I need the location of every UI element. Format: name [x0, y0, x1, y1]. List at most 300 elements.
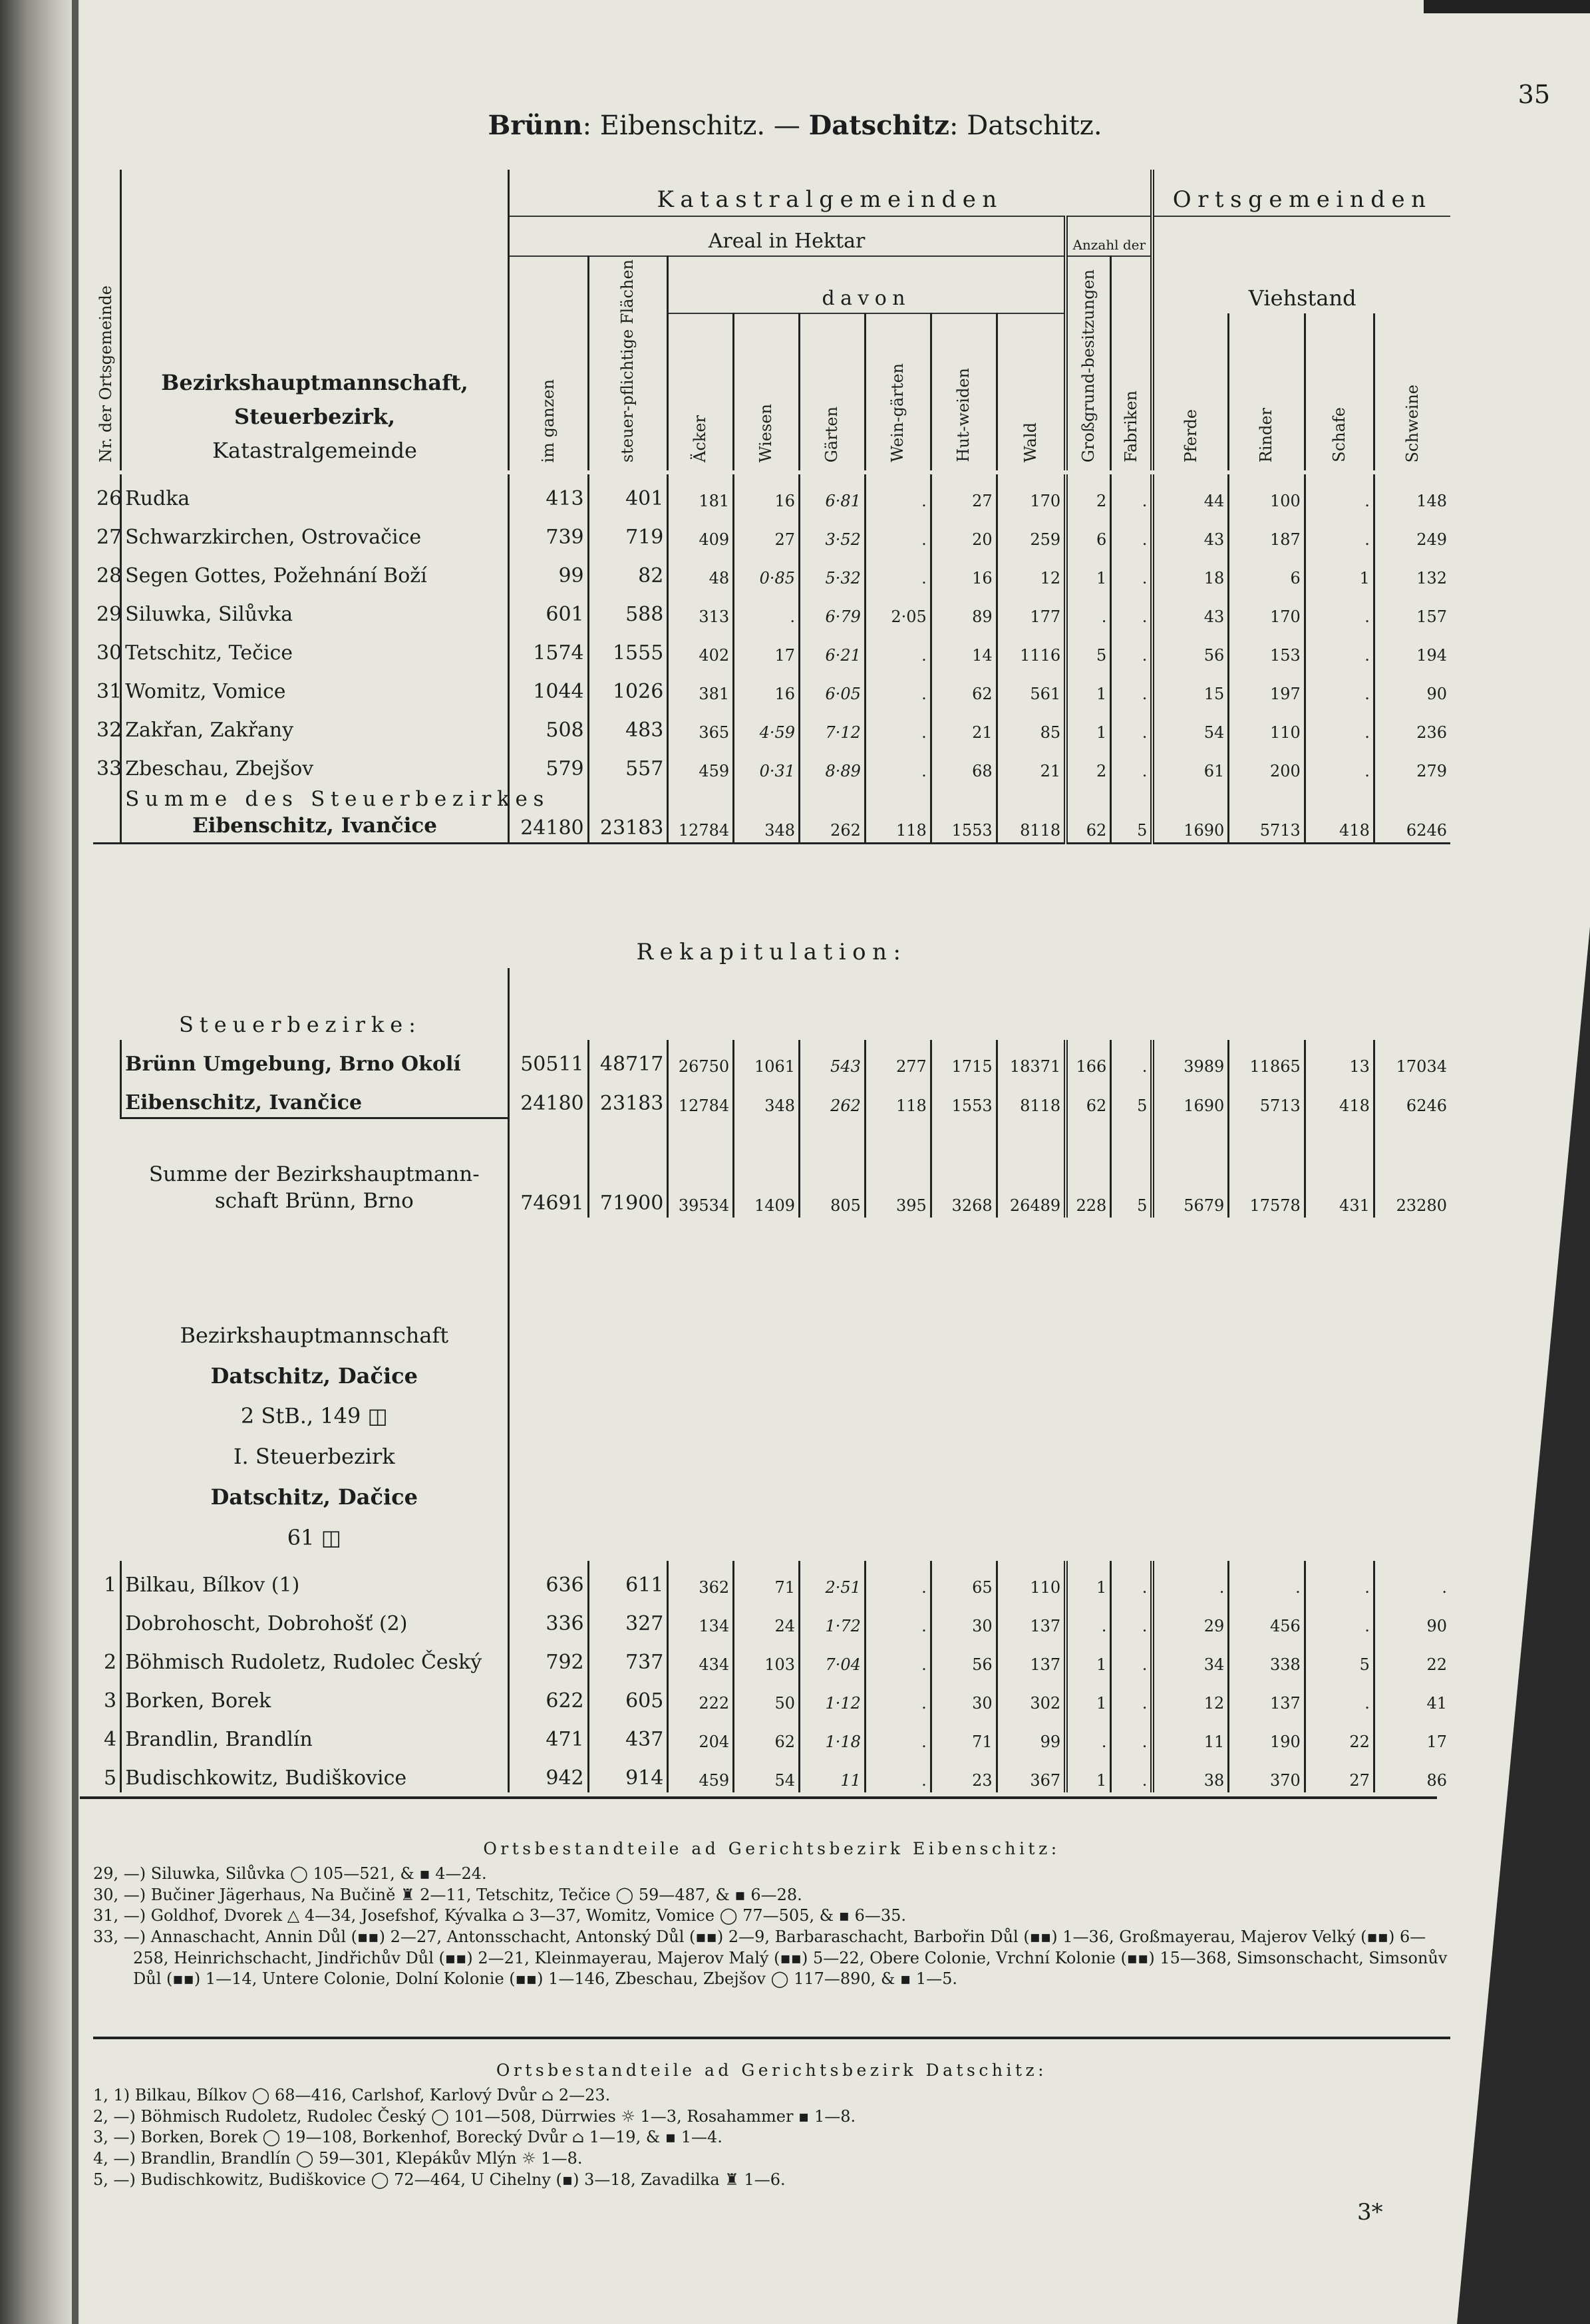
cell-pferde: 15	[1152, 667, 1228, 706]
viehstand-header: Viehstand	[1152, 216, 1450, 313]
rekap-title: Rekapitulation:	[636, 938, 907, 965]
row-nr: 28	[96, 564, 122, 588]
cell-rinder: 197	[1229, 667, 1305, 706]
schweine-header: Schweine	[1374, 313, 1450, 470]
cell-wiesen: 103	[734, 1638, 800, 1677]
cell-aecker: 181	[668, 474, 734, 513]
cell-steuer: 327	[588, 1599, 668, 1638]
datschitz-l5: Datschitz, Dačice	[210, 1484, 418, 1510]
cell-ganzen: 579	[508, 745, 588, 783]
cell-rinder: 170	[1229, 590, 1305, 629]
note-line: 1, 1) Bilkau, Bílkov ◯ 68—416, Carlshof, Karlový Dvůr ⌂ 2—23.	[93, 2086, 611, 2105]
cell-schweine: 194	[1374, 629, 1450, 667]
cell-schafe: .	[1305, 513, 1374, 552]
note-line: 4, —) Brandlin, Brandlín ◯ 59—301, Klepákův Mlýn ☼ 1—8.	[93, 2149, 583, 2168]
row-name: Womitz, Vomice	[121, 667, 509, 706]
cell-fabr: .	[1111, 629, 1153, 667]
pferde-header: Pferde	[1152, 313, 1228, 470]
cell-rinder: 190	[1229, 1715, 1305, 1754]
cell-wald: 110	[997, 1561, 1066, 1599]
cell-wein: .	[865, 667, 931, 706]
cell-pferde: 29	[1152, 1599, 1228, 1638]
cell-wiesen: 17	[734, 629, 800, 667]
cell-steuer: 401	[588, 474, 668, 513]
row-name: Zbeschau, Zbejšov	[121, 745, 509, 783]
cell-gross: 2	[1066, 474, 1111, 513]
cell-aecker: 402	[668, 629, 734, 667]
cell-gaerten: 8·89	[800, 745, 866, 783]
cell-gross: .	[1066, 1599, 1111, 1638]
cell-schweine: 90	[1374, 1599, 1450, 1638]
cell-rinder: 5713	[1229, 1079, 1305, 1118]
rekap-row	[93, 1079, 1450, 1118]
cell-gaerten: 7·04	[800, 1638, 866, 1677]
cell-wald: 302	[997, 1677, 1066, 1715]
cell-steuer: 737	[588, 1638, 668, 1677]
cell-schafe: .	[1305, 706, 1374, 745]
cell-hut: 1553	[931, 1079, 997, 1118]
summe-eib-aecker: 12784	[668, 783, 734, 843]
total-wein: 395	[865, 1118, 931, 1218]
cell-aecker: 459	[668, 1754, 734, 1792]
cell-gross: 2	[1066, 745, 1111, 783]
gaerten-header: Gärten	[800, 313, 866, 470]
cell-schafe: .	[1305, 590, 1374, 629]
cell-fabr: .	[1111, 667, 1153, 706]
cell-pferde: 56	[1152, 629, 1228, 667]
cell-gaerten: 6·81	[800, 474, 866, 513]
cell-gaerten: 6·05	[800, 667, 866, 706]
row-nr: 32	[96, 719, 122, 743]
table-row	[93, 629, 1450, 667]
rekap-summe-row	[93, 1118, 1450, 1218]
header-right-bold: Datschitz	[808, 110, 950, 141]
cell-gross: 166	[1066, 1040, 1111, 1079]
cell-hut: 14	[931, 629, 997, 667]
table-row	[93, 1677, 1450, 1715]
cell-hut: 30	[931, 1599, 997, 1638]
summe-eib-schweine: 6246	[1374, 783, 1450, 843]
cell-steuer: 23183	[588, 1079, 668, 1118]
row-name: Siluwka, Silůvka	[121, 590, 509, 629]
weingaerten-header: Wein-gärten	[865, 313, 931, 470]
table-row	[93, 706, 1450, 745]
cell-pferde: 12	[1152, 1677, 1228, 1715]
hutweiden-header: Hut-weiden	[931, 313, 997, 470]
cell-schweine: .	[1374, 1561, 1450, 1599]
anzahl-header: Anzahl der	[1066, 216, 1152, 256]
cell-ganzen: 942	[508, 1754, 588, 1792]
total-schafe: 431	[1305, 1118, 1374, 1218]
cell-steuer: 914	[588, 1754, 668, 1792]
cell-wein: .	[865, 552, 931, 590]
cell-fabr: .	[1111, 1754, 1153, 1792]
cell-fabr: .	[1111, 1677, 1153, 1715]
cell-gross: 6	[1066, 513, 1111, 552]
cell-aecker: 365	[668, 706, 734, 745]
cell-steuer: 483	[588, 706, 668, 745]
cell-wiesen: 62	[734, 1715, 800, 1754]
total-gross: 228	[1066, 1118, 1111, 1218]
page-signature: 3*	[1357, 2199, 1383, 2226]
row-nr: 31	[96, 680, 122, 704]
cell-ganzen: 739	[508, 513, 588, 552]
note-line: 31, —) Goldhof, Dvorek △ 4—34, Josefshof, Kývalka ⌂ 3—37, Womitz, Vomice ◯ 77—505, & ▪ 6—35.	[93, 1906, 907, 1925]
row-nr: 1	[104, 1573, 117, 1597]
wiesen-header: Wiesen	[734, 313, 800, 470]
cell-gaerten: 3·52	[800, 513, 866, 552]
cell-schweine: 157	[1374, 590, 1450, 629]
header-left-bold: Brünn	[488, 110, 583, 141]
row-nr: 26	[96, 487, 122, 511]
cell-rinder: 153	[1229, 629, 1305, 667]
cell-schweine: 132	[1374, 552, 1450, 590]
cell-hut: 62	[931, 667, 997, 706]
cell-gross: 1	[1066, 1754, 1111, 1792]
note-line: 2, —) Böhmisch Rudoletz, Rudolec Český ◯ 101—508, Dürrwies ☼ 1—3, Rosahammer ▪ 1—8.	[93, 2106, 856, 2126]
aecker-header: Äcker	[668, 313, 734, 470]
cell-wein: 277	[865, 1040, 931, 1079]
cell-rinder: 200	[1229, 745, 1305, 783]
cell-wiesen: 16	[734, 474, 800, 513]
row-name: Brünn Umgebung, Brno Okolí	[121, 1040, 509, 1079]
table-row	[93, 552, 1450, 590]
cell-wiesen: 71	[734, 1561, 800, 1599]
row-name: Dobrohoscht, Dobrohošť (2)	[121, 1599, 509, 1638]
cell-schweine: 236	[1374, 706, 1450, 745]
summe-eib-label2: Eibenschitz, Ivančice	[192, 814, 437, 838]
cell-steuer: 1555	[588, 629, 668, 667]
row-nr: 5	[104, 1766, 117, 1790]
cell-hut: 65	[931, 1561, 997, 1599]
rinder-header: Rinder	[1229, 313, 1305, 470]
summe-eib-wald: 8118	[997, 783, 1066, 843]
row-name: Bilkau, Bílkov (1)	[121, 1561, 509, 1599]
cell-schweine: 41	[1374, 1677, 1450, 1715]
table-row	[93, 513, 1450, 552]
header-right-rest: : Datschitz.	[949, 110, 1102, 141]
cell-pferde: 44	[1152, 474, 1228, 513]
cell-gaerten: 11	[800, 1754, 866, 1792]
cell-wald: 18371	[997, 1040, 1066, 1079]
cell-schafe: 418	[1305, 1079, 1374, 1118]
cell-pferde: 11	[1152, 1715, 1228, 1754]
cell-gaerten: 1·18	[800, 1715, 866, 1754]
cell-fabr: .	[1111, 1638, 1153, 1677]
cell-pferde: 3989	[1152, 1040, 1228, 1079]
cell-fabr: .	[1111, 1715, 1153, 1754]
row-name: Borken, Borek	[121, 1677, 509, 1715]
cell-pferde: 61	[1152, 745, 1228, 783]
summe-eib-fabr: 5	[1111, 783, 1153, 843]
total-hut: 3268	[931, 1118, 997, 1218]
total-wiesen: 1409	[734, 1118, 800, 1218]
total-schweine: 23280	[1374, 1118, 1450, 1218]
table-row	[93, 474, 1450, 513]
total-gaerten: 805	[800, 1118, 866, 1218]
cell-wein: .	[865, 1715, 931, 1754]
cell-fabr: .	[1111, 1599, 1153, 1638]
total-fabr: 5	[1111, 1118, 1153, 1218]
cell-schweine: 6246	[1374, 1079, 1450, 1118]
cell-steuer: 1026	[588, 667, 668, 706]
cell-schafe: .	[1305, 474, 1374, 513]
table-row	[93, 667, 1450, 706]
cell-wiesen: 50	[734, 1677, 800, 1715]
note-line: 29, —) Siluwka, Silůvka ◯ 105—521, & ▪ 4—24.	[93, 1864, 487, 1883]
row-nr: 3	[104, 1689, 117, 1713]
cell-aecker: 26750	[668, 1040, 734, 1079]
cell-wein: .	[865, 1599, 931, 1638]
cell-hut: 1715	[931, 1040, 997, 1079]
orts-header: Ortsgemeinden	[1152, 170, 1450, 216]
cell-wiesen: 348	[734, 1079, 800, 1118]
cell-ganzen: 601	[508, 590, 588, 629]
cell-aecker: 362	[668, 1561, 734, 1599]
cell-schweine: 17034	[1374, 1040, 1450, 1079]
cell-aecker: 204	[668, 1715, 734, 1754]
table-row	[93, 1561, 1450, 1599]
cell-wein: .	[865, 745, 931, 783]
row-nr: 33	[96, 757, 122, 781]
summe-eib-steuer: 23183	[588, 783, 668, 843]
areal-header: Areal in Hektar	[508, 216, 1066, 256]
cell-rinder: 100	[1229, 474, 1305, 513]
cell-rinder: 110	[1229, 706, 1305, 745]
rekap-summe-label2: schaft Brünn, Brno	[214, 1189, 414, 1214]
cell-schafe: .	[1305, 1561, 1374, 1599]
fabriken-header: Fabriken	[1111, 256, 1153, 470]
cell-gaerten: 1·12	[800, 1677, 866, 1715]
page-number: 35	[1517, 80, 1550, 109]
cell-schweine: 249	[1374, 513, 1450, 552]
row-nr: 4	[104, 1727, 117, 1751]
cell-hut: 21	[931, 706, 997, 745]
datschitz-l6: 61 ◫	[287, 1524, 341, 1550]
cell-fabr: .	[1111, 1561, 1153, 1599]
datschitz-l3: 2 StB., 149 ◫	[240, 1403, 388, 1429]
cell-steuer: 719	[588, 513, 668, 552]
cell-gaerten: 5·32	[800, 552, 866, 590]
nr-header: Nr. der Ortsgemeinde	[96, 285, 116, 463]
cell-hut: 89	[931, 590, 997, 629]
cell-ganzen: 1574	[508, 629, 588, 667]
table-row	[93, 1715, 1450, 1754]
cell-ganzen: 336	[508, 1599, 588, 1638]
table-row	[93, 745, 1450, 783]
cell-steuer: 437	[588, 1715, 668, 1754]
cell-pferde: .	[1152, 1561, 1228, 1599]
summe-eib-gross: 62	[1066, 783, 1111, 843]
cell-wald: 12	[997, 552, 1066, 590]
table-row	[93, 590, 1450, 629]
note-line: 30, —) Bučiner Jägerhaus, Na Bučině ♜ 2—11, Tetschitz, Tečice ◯ 59—487, & ▪ 6—28.	[93, 1885, 802, 1904]
cell-gross: 62	[1066, 1079, 1111, 1118]
row-name: Segen Gottes, Požehnání Boží	[121, 552, 509, 590]
cell-ganzen: 99	[508, 552, 588, 590]
datschitz-l1: Bezirkshauptmannschaft	[180, 1322, 449, 1348]
cell-wein: 118	[865, 1079, 931, 1118]
cell-pferde: 43	[1152, 590, 1228, 629]
cell-gross: 1	[1066, 667, 1111, 706]
note-line: 33, —) Annaschacht, Annin Důl (▪▪) 2—27, Antonsschacht, Antonský Důl (▪▪) 2—9, Barbaraschacht, Barbořin Důl (▪▪) 1—36, Großmayerau, Majerov Velký (▪▪) 6—258, Heinrichschacht, Jindřichův Důl (▪▪) 2—21, Kleinmayerau, Majerov Malý (▪▪) 5—22, Obere Colonie, Vrchní Kolonie (▪▪) 15—368, Simsonschacht, Simsonův Důl (▪▪) 1—14, Untere Colonie, Dolní Kolonie (▪▪) 1—146, Zbeschau, Zbejšov ◯ 117—890, & ▪ 1—5.	[93, 1927, 1448, 1989]
cell-gross: 5	[1066, 629, 1111, 667]
cell-schweine: 17	[1374, 1715, 1450, 1754]
cell-gaerten: 7·12	[800, 706, 866, 745]
cell-pferde: 43	[1152, 513, 1228, 552]
row-name: Budischkowitz, Budiškovice	[121, 1754, 509, 1792]
steuer-header: steuer-pflichtige Flächen	[588, 256, 668, 470]
cell-steuer: 611	[588, 1561, 668, 1599]
cell-aecker: 381	[668, 667, 734, 706]
cell-ganzen: 1044	[508, 667, 588, 706]
cell-hut: 16	[931, 552, 997, 590]
cell-schafe: 1	[1305, 552, 1374, 590]
cell-schafe: 13	[1305, 1040, 1374, 1079]
cell-gross: 1	[1066, 1638, 1111, 1677]
schafe-header: Schafe	[1305, 313, 1374, 470]
summe-eib-row	[93, 783, 1450, 843]
datschitz-l4: I. Steuerbezirk	[233, 1444, 395, 1470]
cell-wald: 561	[997, 667, 1066, 706]
cell-schafe: .	[1305, 1599, 1374, 1638]
cell-wein: .	[865, 1638, 931, 1677]
notes-eib-title: Ortsbestandteile ad Gerichtsbezirk Eibenschitz:	[483, 1839, 1060, 1858]
rekap-row	[93, 1040, 1450, 1079]
cell-fabr: .	[1111, 474, 1153, 513]
cell-aecker: 134	[668, 1599, 734, 1638]
cell-ganzen: 622	[508, 1677, 588, 1715]
cell-hut: 68	[931, 745, 997, 783]
cell-wiesen: 27	[734, 513, 800, 552]
row-name: Schwarzkirchen, Ostrovačice	[121, 513, 509, 552]
cell-gaerten: 2·51	[800, 1561, 866, 1599]
cell-aecker: 434	[668, 1638, 734, 1677]
cell-ganzen: 24180	[508, 1079, 588, 1118]
statistics-table	[93, 170, 1450, 1792]
summe-eib-label1: Summe des Steuerbezirkes	[125, 787, 550, 812]
cell-wald: 367	[997, 1754, 1066, 1792]
cell-wiesen: 1061	[734, 1040, 800, 1079]
katastral-header: Katastralgemeinden	[508, 170, 1152, 216]
cell-wiesen: 54	[734, 1754, 800, 1792]
row-nr	[93, 1599, 121, 1638]
summe-eib-hut: 1553	[931, 783, 997, 843]
cell-rinder: 456	[1229, 1599, 1305, 1638]
cell-wiesen: 0·31	[734, 745, 800, 783]
cell-schweine: 86	[1374, 1754, 1450, 1792]
summe-eib-pferde: 1690	[1152, 783, 1228, 843]
cell-gaerten: 6·79	[800, 590, 866, 629]
cell-aecker: 222	[668, 1677, 734, 1715]
cell-aecker: 12784	[668, 1079, 734, 1118]
total-ganzen: 74691	[508, 1118, 588, 1218]
cell-ganzen: 50511	[508, 1040, 588, 1079]
cell-wald: 177	[997, 590, 1066, 629]
cell-aecker: 313	[668, 590, 734, 629]
cell-schweine: 279	[1374, 745, 1450, 783]
cell-fabr: .	[1111, 745, 1153, 783]
cell-hut: 23	[931, 1754, 997, 1792]
total-pferde: 5679	[1152, 1118, 1228, 1218]
cell-rinder: 6	[1229, 552, 1305, 590]
notes-rule-top	[80, 1796, 1437, 1799]
summe-eib-ganzen: 24180	[508, 783, 588, 843]
summe-eib-wein: 118	[865, 783, 931, 843]
cell-hut: 27	[931, 474, 997, 513]
binding-edge	[72, 0, 79, 2324]
summe-eib-schafe: 418	[1305, 783, 1374, 843]
header-left-rest: : Eibenschitz. —	[582, 110, 809, 141]
cell-steuer: 557	[588, 745, 668, 783]
row-name: Rudka	[121, 474, 509, 513]
table-row	[93, 1638, 1450, 1677]
row-name: Böhmisch Rudoletz, Rudolec Český	[121, 1638, 509, 1677]
cell-schafe: 27	[1305, 1754, 1374, 1792]
cell-wein: .	[865, 629, 931, 667]
table-row	[93, 1599, 1450, 1638]
row-name: Eibenschitz, Ivančice	[121, 1079, 509, 1118]
scan-edge-top	[1424, 0, 1590, 13]
row-name: Tetschitz, Tečice	[121, 629, 509, 667]
cell-wald: 170	[997, 474, 1066, 513]
total-rinder: 17578	[1229, 1118, 1305, 1218]
row-nr: 27	[96, 526, 122, 550]
cell-steuer: 82	[588, 552, 668, 590]
notes-dat-title: Ortsbestandteile ad Gerichtsbezirk Datschitz:	[496, 2061, 1048, 2080]
cell-gaerten: 6·21	[800, 629, 866, 667]
cell-wald: 21	[997, 745, 1066, 783]
cell-steuer: 588	[588, 590, 668, 629]
cell-schweine: 90	[1374, 667, 1450, 706]
cell-rinder: 338	[1229, 1638, 1305, 1677]
total-steuer: 71900	[588, 1118, 668, 1218]
cell-steuer: 48717	[588, 1040, 668, 1079]
summe-eib-gaerten: 262	[800, 783, 866, 843]
row-name: Zakřan, Zakřany	[121, 706, 509, 745]
cell-ganzen: 471	[508, 1715, 588, 1754]
cell-gross: 1	[1066, 1561, 1111, 1599]
row-nr	[93, 1079, 121, 1118]
cell-fabr: .	[1111, 590, 1153, 629]
cell-wein: .	[865, 1561, 931, 1599]
row-nr: 2	[104, 1650, 117, 1674]
cell-wald: 99	[997, 1715, 1066, 1754]
row-name: Brandlin, Brandlín	[121, 1715, 509, 1754]
note-line: 5, —) Budischkowitz, Budiškovice ◯ 72—464, U Cihelny (▪) 3—18, Zavadilka ♜ 1—6.	[93, 2170, 786, 2189]
cell-pferde: 34	[1152, 1638, 1228, 1677]
bezirk-header: Bezirkshauptmannschaft, Steuerbezirk, Katastralgemeinde	[121, 170, 509, 470]
cell-wald: 259	[997, 513, 1066, 552]
cell-pferde: 18	[1152, 552, 1228, 590]
cell-wald: 137	[997, 1638, 1066, 1677]
summe-eib-wiesen: 348	[734, 783, 800, 843]
summe-eib-rinder: 5713	[1229, 783, 1305, 843]
cell-wald: 8118	[997, 1079, 1066, 1118]
cell-wein: 2·05	[865, 590, 931, 629]
cell-steuer: 605	[588, 1677, 668, 1715]
rekap-summe-label1: Summe der Bezirkshauptmann-	[148, 1162, 480, 1187]
cell-gaerten: 543	[800, 1040, 866, 1079]
rekap-steuerbezirke: Steuerbezirke:	[179, 1011, 422, 1037]
cell-gross: .	[1066, 1715, 1111, 1754]
cell-ganzen: 508	[508, 706, 588, 745]
cell-aecker: 459	[668, 745, 734, 783]
cell-wiesen: 4·59	[734, 706, 800, 745]
cell-wein: .	[865, 1677, 931, 1715]
row-nr: 29	[96, 603, 122, 627]
page-header	[0, 110, 1590, 141]
